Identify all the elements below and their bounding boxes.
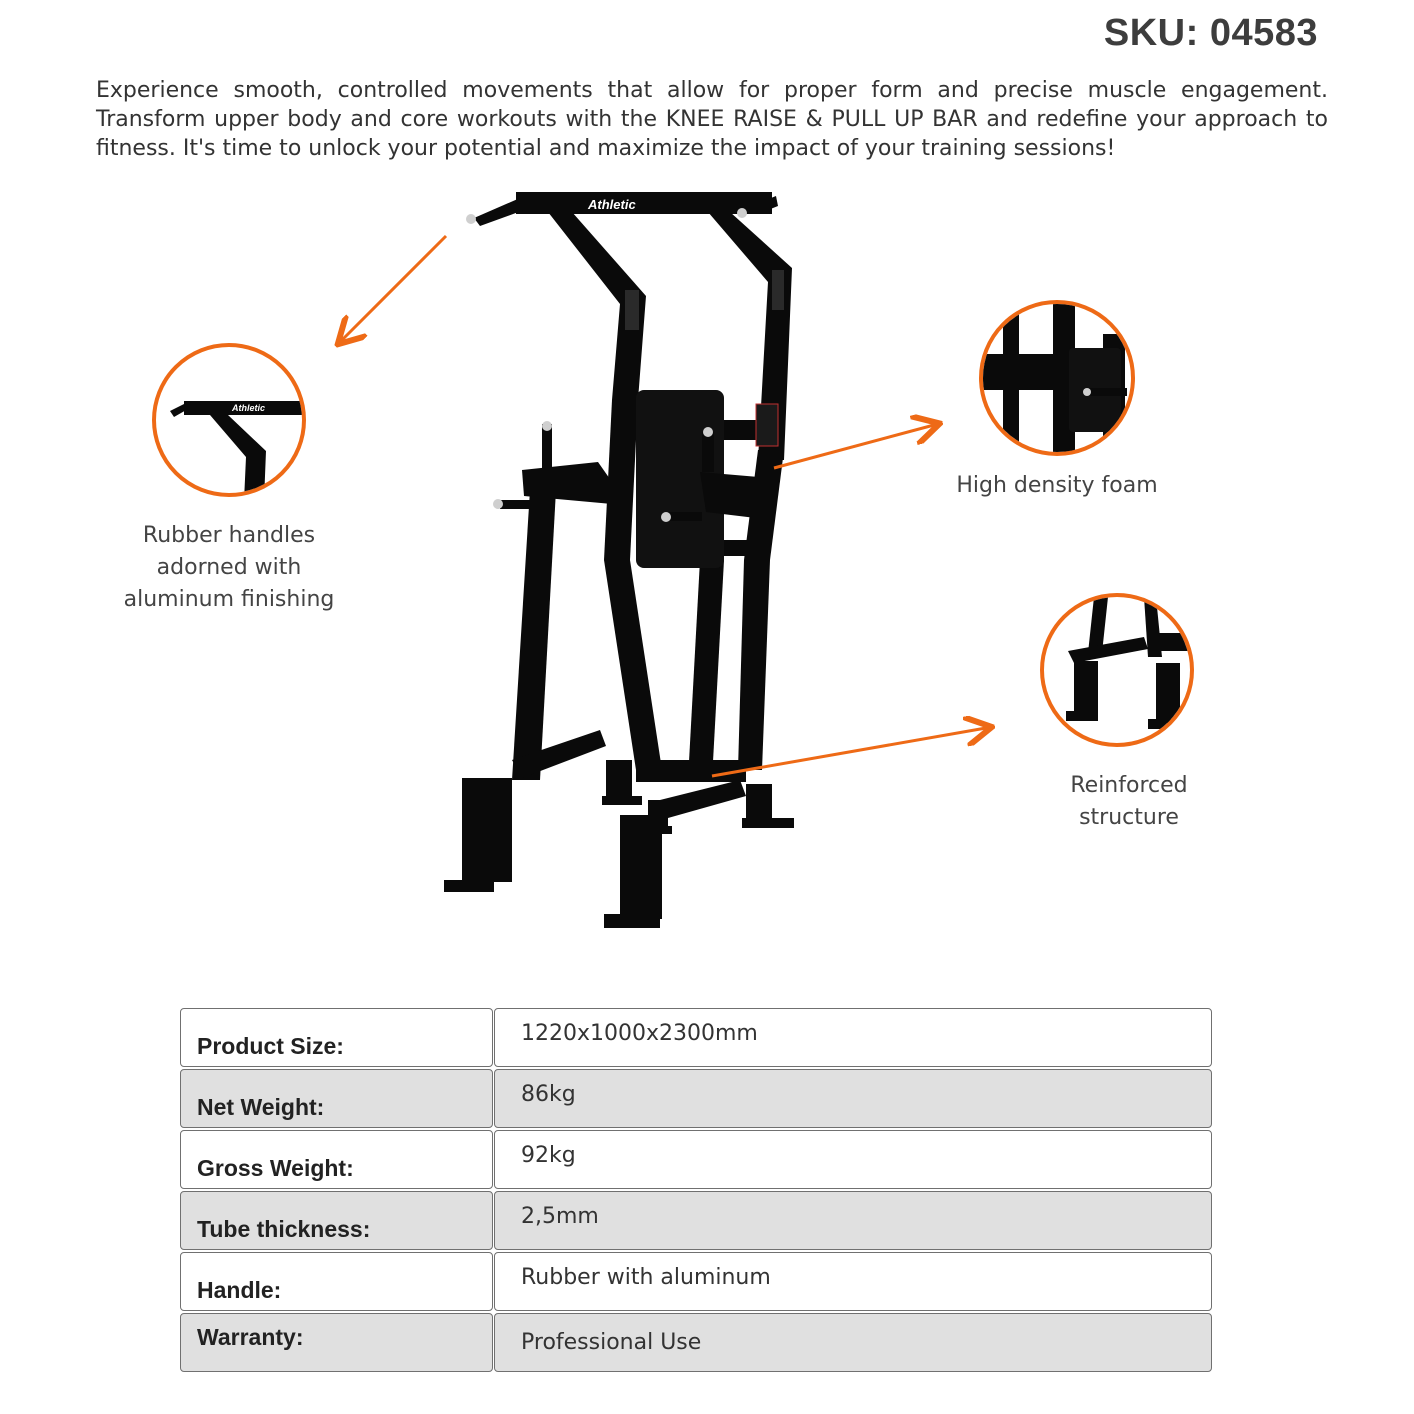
- caption-structure: Reinforced structure: [1070, 773, 1188, 830]
- spec-row-handle: [180, 1252, 1212, 1311]
- spec-row-tube-thickness: [180, 1191, 1212, 1250]
- product-description: Experience smooth, controlled movements that allow for proper form and precise muscle engagement. Transform upper body and core workouts with the KNEE RAISE & PULL UP BAR and redefine your approach to fitness. It's time to unlock your potential and maximize the impact of your training sessions!: [96, 78, 1328, 161]
- brand-logo-text: Athletic: [588, 197, 636, 212]
- label-plate: [756, 404, 778, 446]
- spec-row-product-size: [180, 1008, 1212, 1067]
- spec-value: 2,5mm: [521, 1204, 599, 1229]
- callout-foam: [979, 300, 1135, 456]
- spec-label: Tube thickness:: [197, 1216, 371, 1242]
- spec-value: 1220x1000x2300mm: [521, 1021, 758, 1046]
- spec-label: Warranty:: [197, 1324, 304, 1350]
- arrow-handles: [342, 236, 446, 340]
- spec-value: 86kg: [521, 1082, 576, 1107]
- spec-row-net-weight: [180, 1069, 1212, 1128]
- spec-label: Handle:: [197, 1277, 282, 1303]
- callout-handles: [152, 343, 306, 497]
- spec-label: Product Size:: [197, 1033, 344, 1059]
- spec-label: Net Weight:: [197, 1094, 325, 1120]
- spec-row-gross-weight: [180, 1130, 1212, 1189]
- spec-row-warranty: [180, 1313, 1212, 1372]
- caption-handles: Rubber handles adorned with aluminum finishing: [123, 523, 335, 612]
- spec-value: Professional Use: [521, 1330, 702, 1355]
- arrow-foam: [774, 425, 934, 468]
- svg-text:Athletic: Athletic: [232, 403, 266, 413]
- spec-value: Rubber with aluminum: [521, 1265, 771, 1290]
- callout-structure: [1040, 593, 1194, 747]
- caption-foam: High density foam: [956, 473, 1158, 498]
- spec-label: Gross Weight:: [197, 1155, 354, 1181]
- spec-value: 92kg: [521, 1143, 576, 1168]
- sku-label: SKU: 04583: [1103, 12, 1318, 54]
